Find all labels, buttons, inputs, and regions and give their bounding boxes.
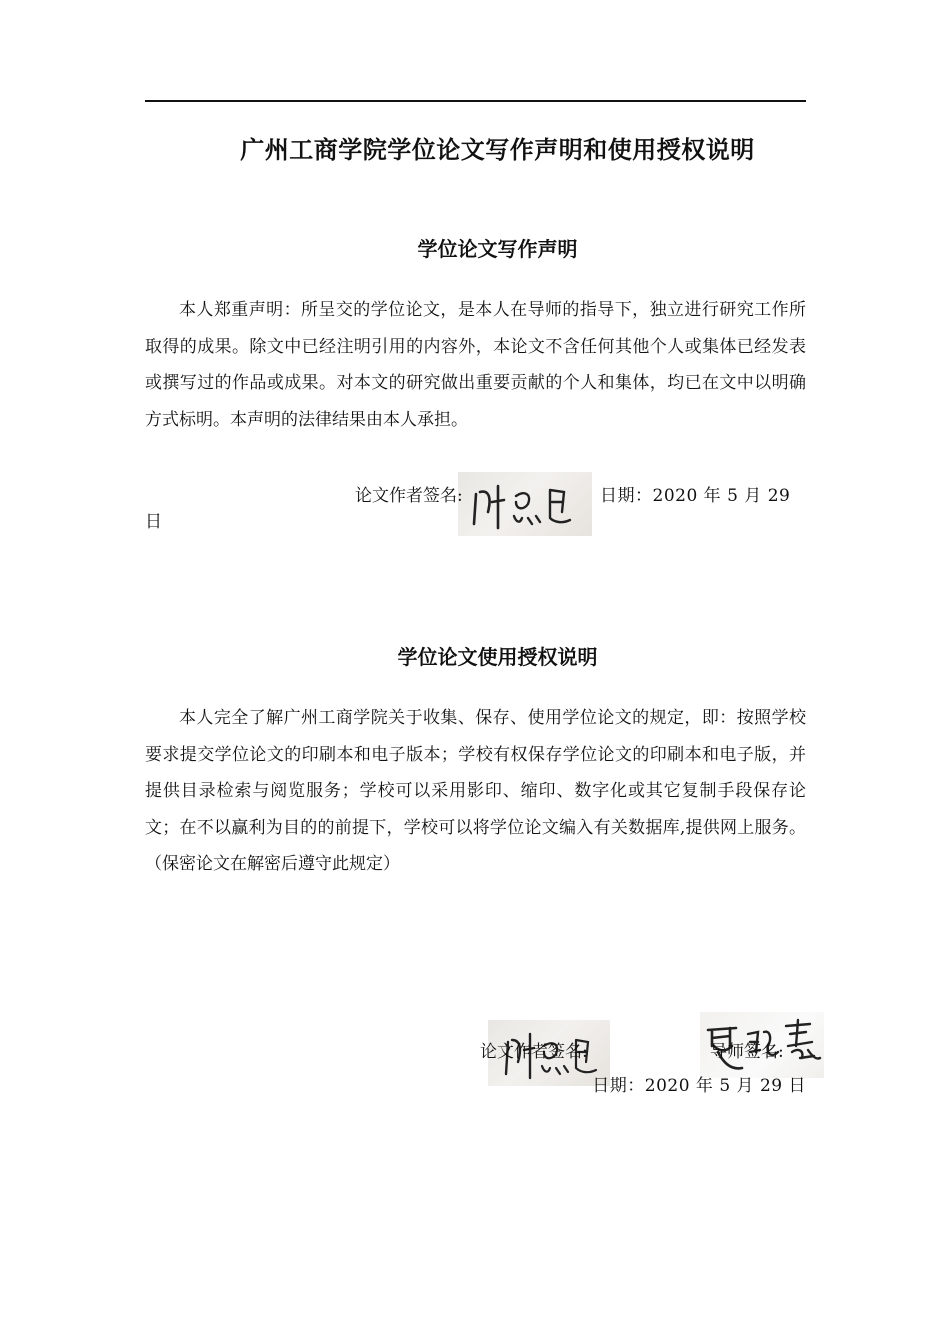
authorization-paragraph: 本人完全了解广州工商学院关于收集、保存、使用学位论文的规定，即：按照学校要求提交学位论文的印刷本和电子版本；学校有权保存学位论文的印刷本和电子版，并提供目录检索与阅览服务；学校可以采用影印、缩印、数字化或其它复制手段保存论文；在不以赢利为目的的前提下，学校可以将学位论文编入有关数据库,提供网上服务。（保密论文在解密后遵守此规定） bbox=[145, 708, 806, 874]
declaration-title: 学位论文写作声明 bbox=[417, 237, 578, 261]
authorization-title: 学位论文使用授权说明 bbox=[397, 645, 598, 669]
author-signature-label: 论文作者签名: bbox=[355, 486, 463, 506]
authorization-date: 日期：2020 年 5 月 29 日 bbox=[592, 1076, 806, 1096]
document-title: 广州工商学院学位论文写作声明和使用授权说明 bbox=[240, 136, 755, 164]
declaration-date: 日期：2020 年 5 月 29 bbox=[600, 486, 791, 506]
author-signature-label-2: 论文作者签名: bbox=[480, 1042, 588, 1062]
author-signature-image bbox=[458, 472, 592, 536]
top-divider bbox=[145, 100, 806, 102]
declaration-paragraph: 本人郑重声明：所呈交的学位论文，是本人在导师的指导下，独立进行研究工作所取得的成果。除文中已经注明引用的内容外，本论文不含任何其他个人或集体已经发表或撰写过的作品或成果。对本文的研究做出重要贡献的个人和集体，均已在文中以明确方式标明。本声明的法律结果由本人承担。 bbox=[145, 300, 806, 430]
declaration-date-suffix: 日 bbox=[145, 512, 162, 532]
advisor-signature-label: 导师签名: bbox=[710, 1042, 784, 1062]
